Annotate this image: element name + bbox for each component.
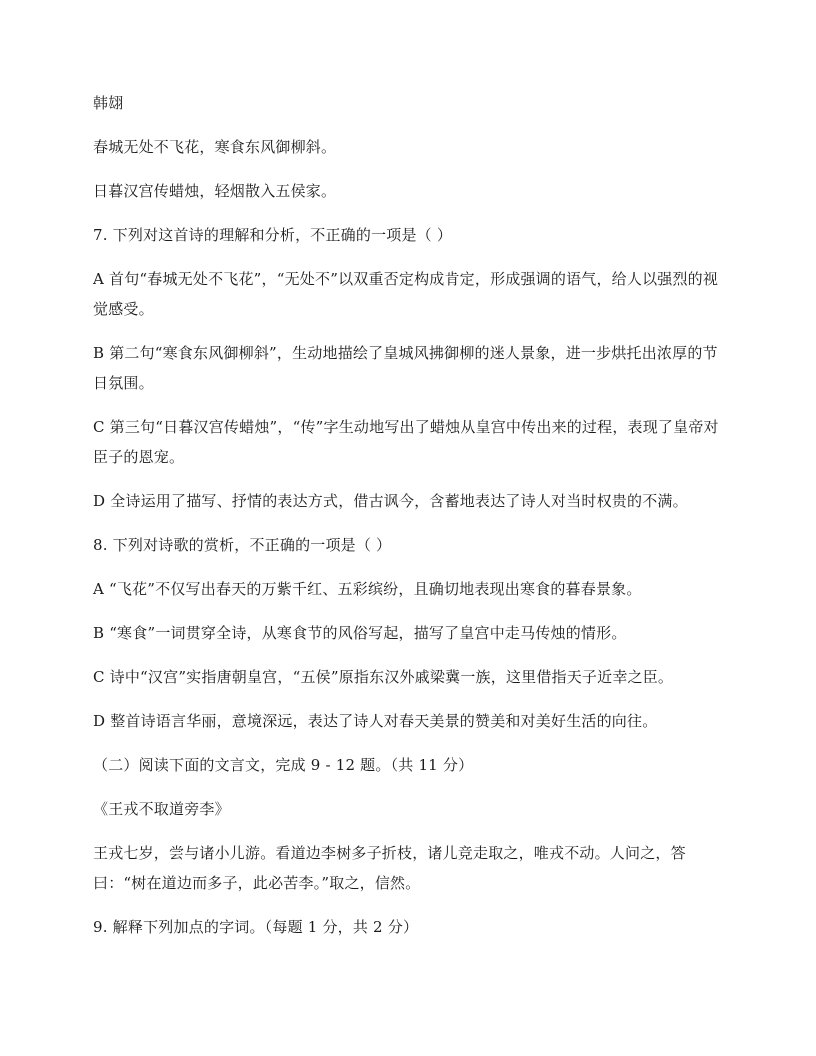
question-9-stem: 9. 解释下列加点的字词。（每题 1 分，共 2 分） — [93, 918, 419, 936]
question-7-option-c: C 第三句“日暮汉宫传蜡烛”，“传”字生动地写出了蜡烛从皇宫中传出来的过程，表现了皇帝对臣子的恩宠。 — [93, 418, 719, 466]
question-7-stem: 7. 下列对这首诗的理解和分析，不正确的一项是（ ） — [93, 226, 453, 244]
poem-line-1: 春城无处不飞花，寒食东风御柳斜。 — [93, 138, 337, 156]
question-8-option-c: C 诗中“汉宫”实指唐朝皇宫，“五侯”原指东汉外戚梁冀一族，这里借指天子近幸之臣。 — [93, 668, 674, 686]
passage-title: 《王戎不取道旁李》 — [93, 800, 230, 818]
question-8-stem: 8. 下列对诗歌的赏析，不正确的一项是（ ） — [93, 536, 392, 554]
poem-author: 韩翃 — [93, 94, 124, 112]
section-2-heading: （二）阅读下面的文言文，完成 9 - 12 题。（共 11 分） — [93, 756, 474, 774]
question-8-option-a: A “飞花”不仅写出春天的万紫千红、五彩缤纷，且确切地表现出寒食的暮春景象。 — [93, 580, 642, 598]
document-page — [93, 88, 723, 956]
question-7-option-b: B 第二句“寒食东风御柳斜”，生动地描绘了皇城风拂御柳的迷人景象，进一步烘托出浓厚的节日氛围。 — [93, 344, 718, 392]
question-7-option-a: A 首句“春城无处不飞花”，“无处不”以双重否定构成肯定，形成强调的语气，给人以强烈的视觉感受。 — [93, 270, 719, 318]
poem-line-2: 日暮汉宫传蜡烛，轻烟散入五侯家。 — [93, 182, 337, 200]
passage-text: 王戎七岁，尝与诸小儿游。看道边李树多子折枝，诸儿竞走取之，唯戎不动。人问之，答曰：“树在道边而多子，此必苦李。”取之，信然。 — [93, 844, 686, 892]
question-8-option-b: B “寒食”一词贯穿全诗，从寒食节的风俗写起，描写了皇宫中走马传烛的情形。 — [93, 624, 627, 642]
question-8-option-d: D 整首诗语言华丽，意境深远，表达了诗人对春天美景的赞美和对美好生活的向往。 — [93, 712, 658, 730]
question-7-option-d: D 全诗运用了描写、抒情的表达方式，借古讽今，含蓄地表达了诗人对当时权贵的不满。 — [93, 492, 688, 510]
